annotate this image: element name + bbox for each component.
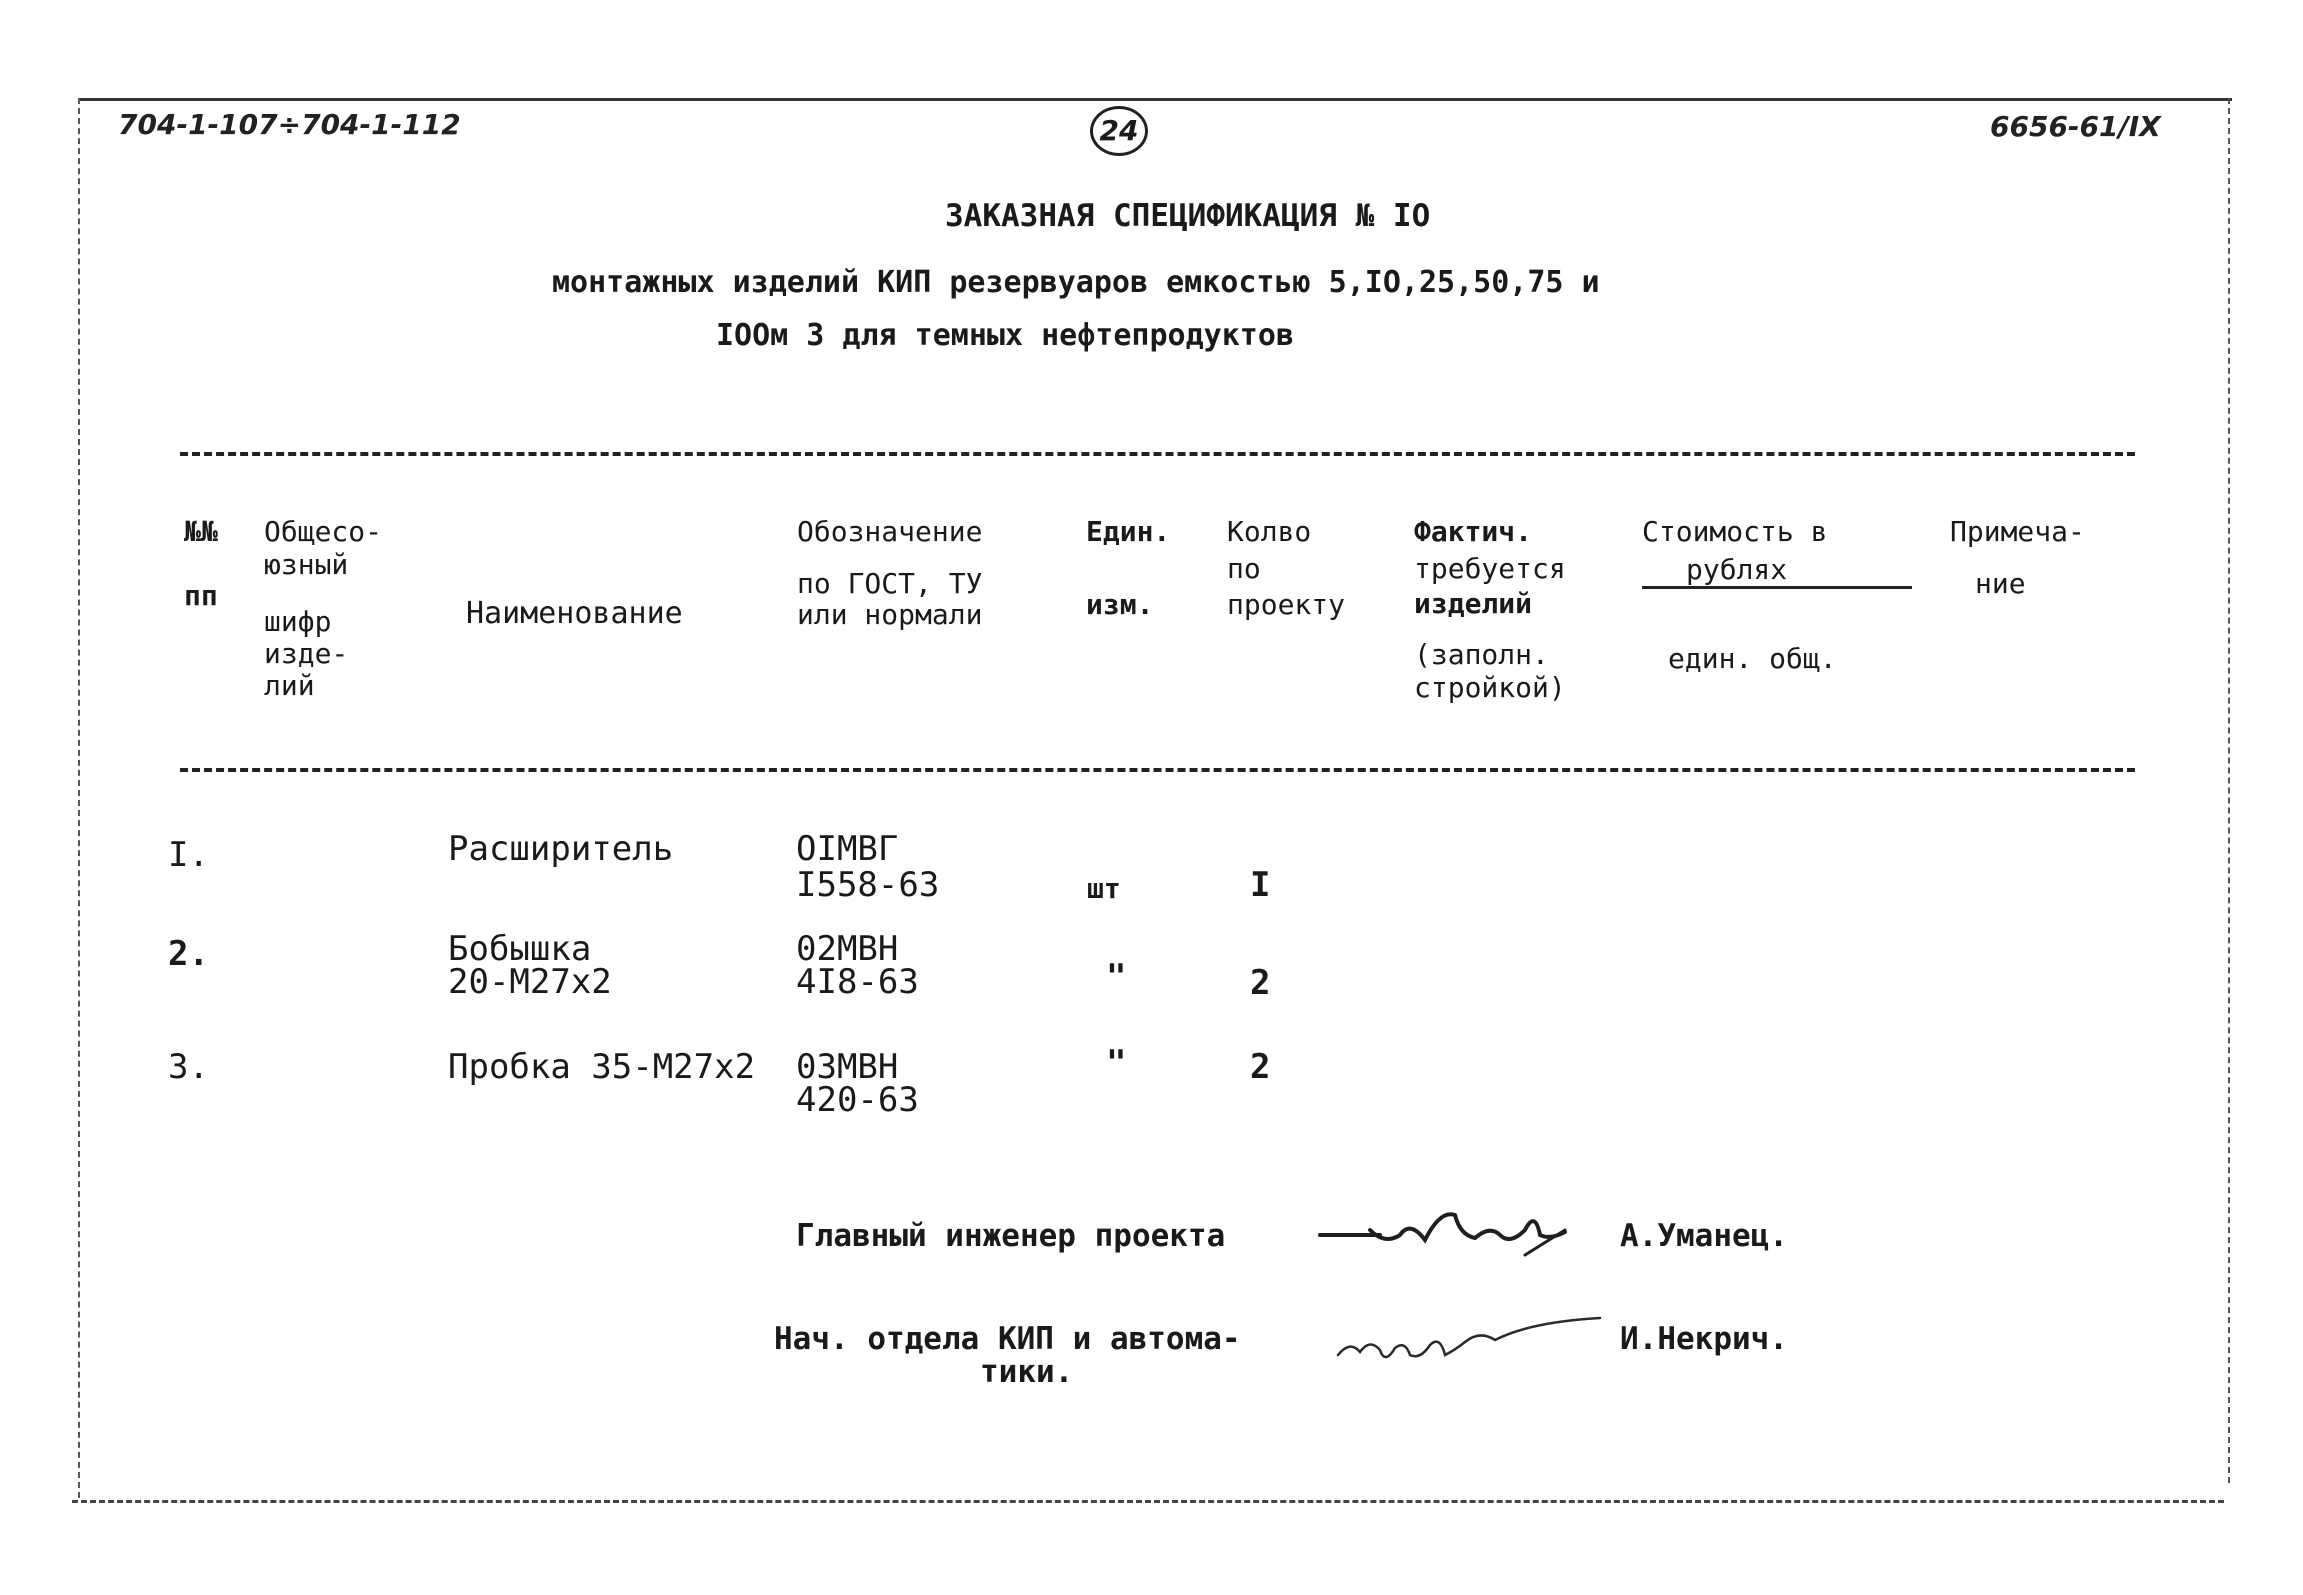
header-cost-line2: рублях [1686, 553, 1788, 586]
signature-role: Главный инженер проекта [796, 1218, 1226, 1254]
header-designation-line3: или нормали [797, 598, 983, 631]
row-qty: 2 [1250, 1047, 1271, 1087]
row-num: 2. [168, 934, 209, 974]
header-code-line4: изде- [264, 637, 349, 670]
header-cost-underline [1642, 586, 1912, 589]
row-num: I. [168, 835, 209, 875]
header-actual-line4: (заполн. [1414, 638, 1549, 671]
header-designation-line2: по ГОСТ, ТУ [797, 567, 983, 600]
table-header-bottom-separator [180, 768, 2135, 772]
row-qty: I [1250, 865, 1271, 905]
header-actual-line3: изделий [1414, 587, 1533, 620]
document-code-left: 704-1-107÷704-1-112 [118, 108, 461, 141]
document-subtitle-line1: монтажных изделий КИП резервуаров емкостью 5,IO,25,50,75 и [552, 265, 1600, 300]
header-num-line1: №№ [184, 515, 218, 548]
row-designation-line2: 420-63 [796, 1080, 919, 1120]
row-qty: 2 [1250, 963, 1271, 1003]
header-actual-line5: стройкой) [1414, 671, 1566, 704]
row-unit: шт [1087, 872, 1121, 905]
document-code-right: 6656-61/IX [1990, 110, 2161, 143]
row-designation-line1: OIМВГ [796, 829, 899, 869]
document-subtitle-line2: IOOм 3 для темных нефтепродуктов [716, 318, 1294, 353]
signatory-name: И.Некрич. [1620, 1321, 1788, 1357]
handwritten-signature-nekrich [1330, 1310, 1610, 1380]
column-header-name: Наименование [466, 596, 683, 631]
header-actual-line2: требуется [1414, 552, 1566, 585]
header-code-line3: шифр [264, 605, 332, 638]
header-qty-line3: проекту [1227, 588, 1346, 621]
row-designation-line1: 02МВН [796, 929, 899, 969]
row-unit: " [1106, 957, 1127, 997]
header-designation-line1: Обозначение [797, 515, 983, 548]
frame-left-border [78, 98, 80, 1498]
header-cost-line1: Стоимость в [1642, 515, 1828, 548]
header-code-line5: лий [264, 669, 315, 702]
page-number: 24 [1090, 106, 1148, 156]
header-num-line2: пп [184, 579, 218, 612]
row-name-line1: Бобышка [448, 929, 592, 969]
signatory-name: А.Уманец. [1620, 1218, 1788, 1254]
row-name: Расширитель [448, 829, 674, 869]
row-unit: " [1106, 1043, 1127, 1083]
header-unit-line1: Един. [1086, 515, 1171, 548]
handwritten-signature-umanets [1310, 1190, 1600, 1280]
header-code-line2: юзный [264, 548, 349, 581]
row-designation-line2: I558-63 [796, 865, 940, 905]
frame-bottom-border [72, 1500, 2224, 1503]
document-title: ЗАКАЗНАЯ СПЕЦИФИКАЦИЯ № IO [945, 198, 1431, 234]
header-actual-line1: Фактич. [1414, 515, 1533, 548]
header-code-line1: Общесо- [264, 515, 383, 548]
header-note-line1: Примеча- [1950, 515, 2085, 548]
signature-role-line1: Нач. отдела КИП и автома- [774, 1321, 1241, 1357]
row-designation-line2: 4I8-63 [796, 962, 919, 1002]
header-note-line2: ние [1975, 567, 2026, 600]
frame-right-border [2228, 98, 2230, 1483]
header-unit-line2: изм. [1086, 588, 1154, 621]
signature-role-line2: тики. [980, 1354, 1074, 1390]
row-name: Пробка 35-М27х2 [448, 1047, 756, 1087]
header-cost-line3: един. общ. [1668, 642, 1837, 675]
row-name-line2: 20-М27х2 [448, 962, 612, 1002]
frame-top-border [80, 98, 2232, 101]
table-header-top-separator [180, 452, 2135, 456]
row-num: 3. [168, 1047, 209, 1087]
header-qty-line1: Колво [1227, 515, 1312, 548]
row-designation-line1: 03МВН [796, 1047, 899, 1087]
header-qty-line2: по [1227, 552, 1261, 585]
